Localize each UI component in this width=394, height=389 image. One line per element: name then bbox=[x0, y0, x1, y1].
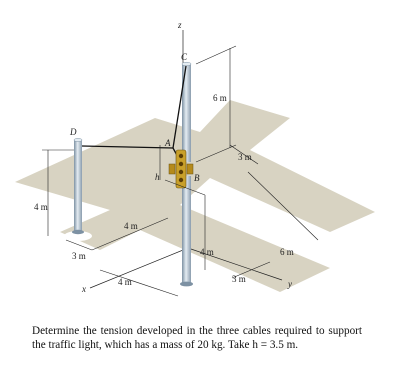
dim-6m-right: 6 m bbox=[280, 247, 294, 257]
label-h: h bbox=[155, 172, 160, 182]
label-c: C bbox=[181, 52, 188, 62]
dim-6m-top: 6 m bbox=[213, 93, 227, 103]
label-x: x bbox=[82, 284, 86, 294]
dim-4m-bottom: 4 m bbox=[118, 277, 132, 287]
label-y: y bbox=[288, 279, 292, 289]
dim-3m-left: 3 m bbox=[72, 251, 86, 261]
dim-3m-bottom: 3 m bbox=[232, 274, 246, 284]
dim-4m-left: 4 m bbox=[34, 202, 48, 212]
dim-4m-center: 4 m bbox=[200, 247, 214, 257]
problem-statement: Determine the tension developed in the three cables required to support the traffic light, which has a mass of 20 kg. Take h = 3.5 m. bbox=[32, 325, 362, 351]
label-z: z bbox=[178, 20, 182, 30]
pole-c bbox=[182, 62, 191, 162]
dim-3m-upper: 3 m bbox=[238, 152, 252, 162]
label-a: A bbox=[165, 138, 171, 148]
label-d: D bbox=[70, 127, 77, 137]
dim-4m-inner: 4 m bbox=[124, 221, 138, 231]
ground-plane bbox=[0, 100, 394, 300]
label-b: B bbox=[194, 173, 200, 183]
